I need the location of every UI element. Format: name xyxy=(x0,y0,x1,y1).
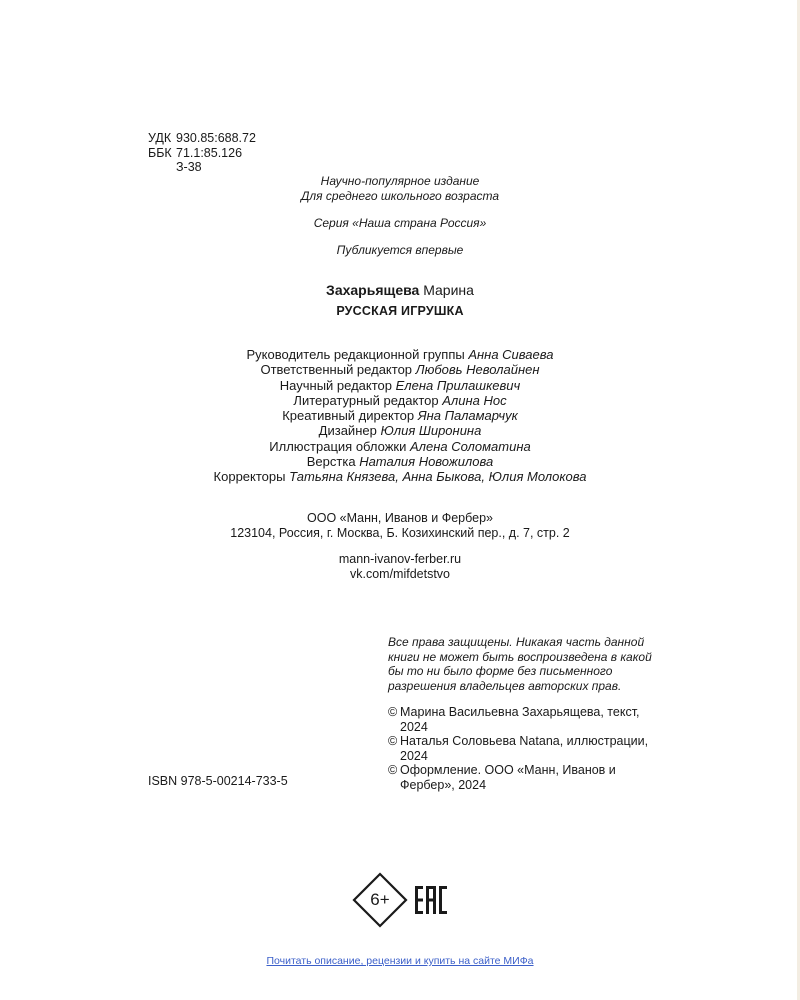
credit-line: Верстка Наталия Новожилова xyxy=(306,454,494,470)
age-rating-text: 6+ xyxy=(370,890,390,909)
copyright-item: © Марина Васильевна Захарьящева, текст, 2024 xyxy=(388,705,640,734)
bbk-row xyxy=(148,146,256,161)
author-mark-row xyxy=(148,160,256,175)
credit-line: Ответственный редактор Любовь Неволайнен xyxy=(260,362,540,378)
footer-link-container xyxy=(0,955,800,967)
series-line: Серия «Наша страна Россия» xyxy=(313,216,487,230)
credit-line: Литературный редактор Алина Нос xyxy=(293,392,507,408)
publisher-vk: vk.com/mifdetstvo xyxy=(349,567,451,581)
copyright-item: © Оформление. ООО «Манн, Иванов и Фербер», 2024 xyxy=(388,763,616,792)
author-mark-value: З-38 xyxy=(176,160,202,174)
copyright-item: © Наталья Соловьева Natana, иллюстрации, 2024 xyxy=(388,734,649,763)
author-surname: Захарьящева xyxy=(326,282,420,298)
copyright-symbol: © xyxy=(388,734,398,748)
first-published-line: Публикуется впервые xyxy=(336,243,464,257)
credit-line: Дизайнер Юлия Широнина xyxy=(318,423,482,439)
credit-line: Креативный директор Яна Паламарчук xyxy=(282,408,518,424)
copyright-list xyxy=(388,705,658,792)
isbn: ISBN 978-5-00214-733-5 xyxy=(148,774,288,788)
udk-value: 930.85:688.72 xyxy=(176,131,256,145)
classification-codes xyxy=(148,131,256,175)
author-mark-label xyxy=(148,160,176,175)
eac-mark-icon xyxy=(415,884,447,916)
edition-line-1: Научно-популярное издание xyxy=(320,174,480,188)
udk-row xyxy=(148,131,256,146)
author-name: Марина xyxy=(423,282,474,298)
publisher-address: 123104, Россия, г. Москва, Б. Козихинский пер., д. 7, стр. 2 xyxy=(230,526,570,540)
copyright-symbol: © xyxy=(388,705,398,719)
edition-line-2: Для среднего школьного возраста xyxy=(300,188,500,203)
copyright-symbol: © xyxy=(388,763,398,777)
credit-line: Корректоры Татьяна Князева, Анна Быкова, Юлия Молокова xyxy=(213,469,587,485)
udk-label: УДК xyxy=(148,131,172,145)
credit-line: Научный редактор Елена Прилашкевич xyxy=(279,377,521,393)
publisher-web xyxy=(0,552,800,582)
buy-on-mif-link[interactable]: Почитать описание, рецензии и купить на сайте МИФа xyxy=(266,955,534,967)
bbk-label: ББК xyxy=(148,145,172,160)
bbk-value: 71.1:85.126 xyxy=(176,145,243,160)
credit-line: Руководитель редакционной группы Анна Сиваева xyxy=(246,347,554,362)
credits-block xyxy=(0,347,800,485)
publisher-block xyxy=(0,511,800,541)
credit-line: Иллюстрация обложки Алена Соломатина xyxy=(269,438,531,454)
edition-type xyxy=(0,174,800,203)
rights-notice: Все права защищены. Никакая часть данной книги не может быть воспроизведена в какой бы то ни было форме без письменного разрешения владельцев авторских прав. xyxy=(388,635,652,693)
author-line xyxy=(0,282,800,298)
publisher-name: ООО «Манн, Иванов и Фербер» xyxy=(307,511,493,525)
book-title: РУССКАЯ ИГРУШКА xyxy=(336,304,464,318)
age-rating-icon xyxy=(352,872,408,928)
publisher-site: mann-ivanov-ferber.ru xyxy=(338,552,462,566)
